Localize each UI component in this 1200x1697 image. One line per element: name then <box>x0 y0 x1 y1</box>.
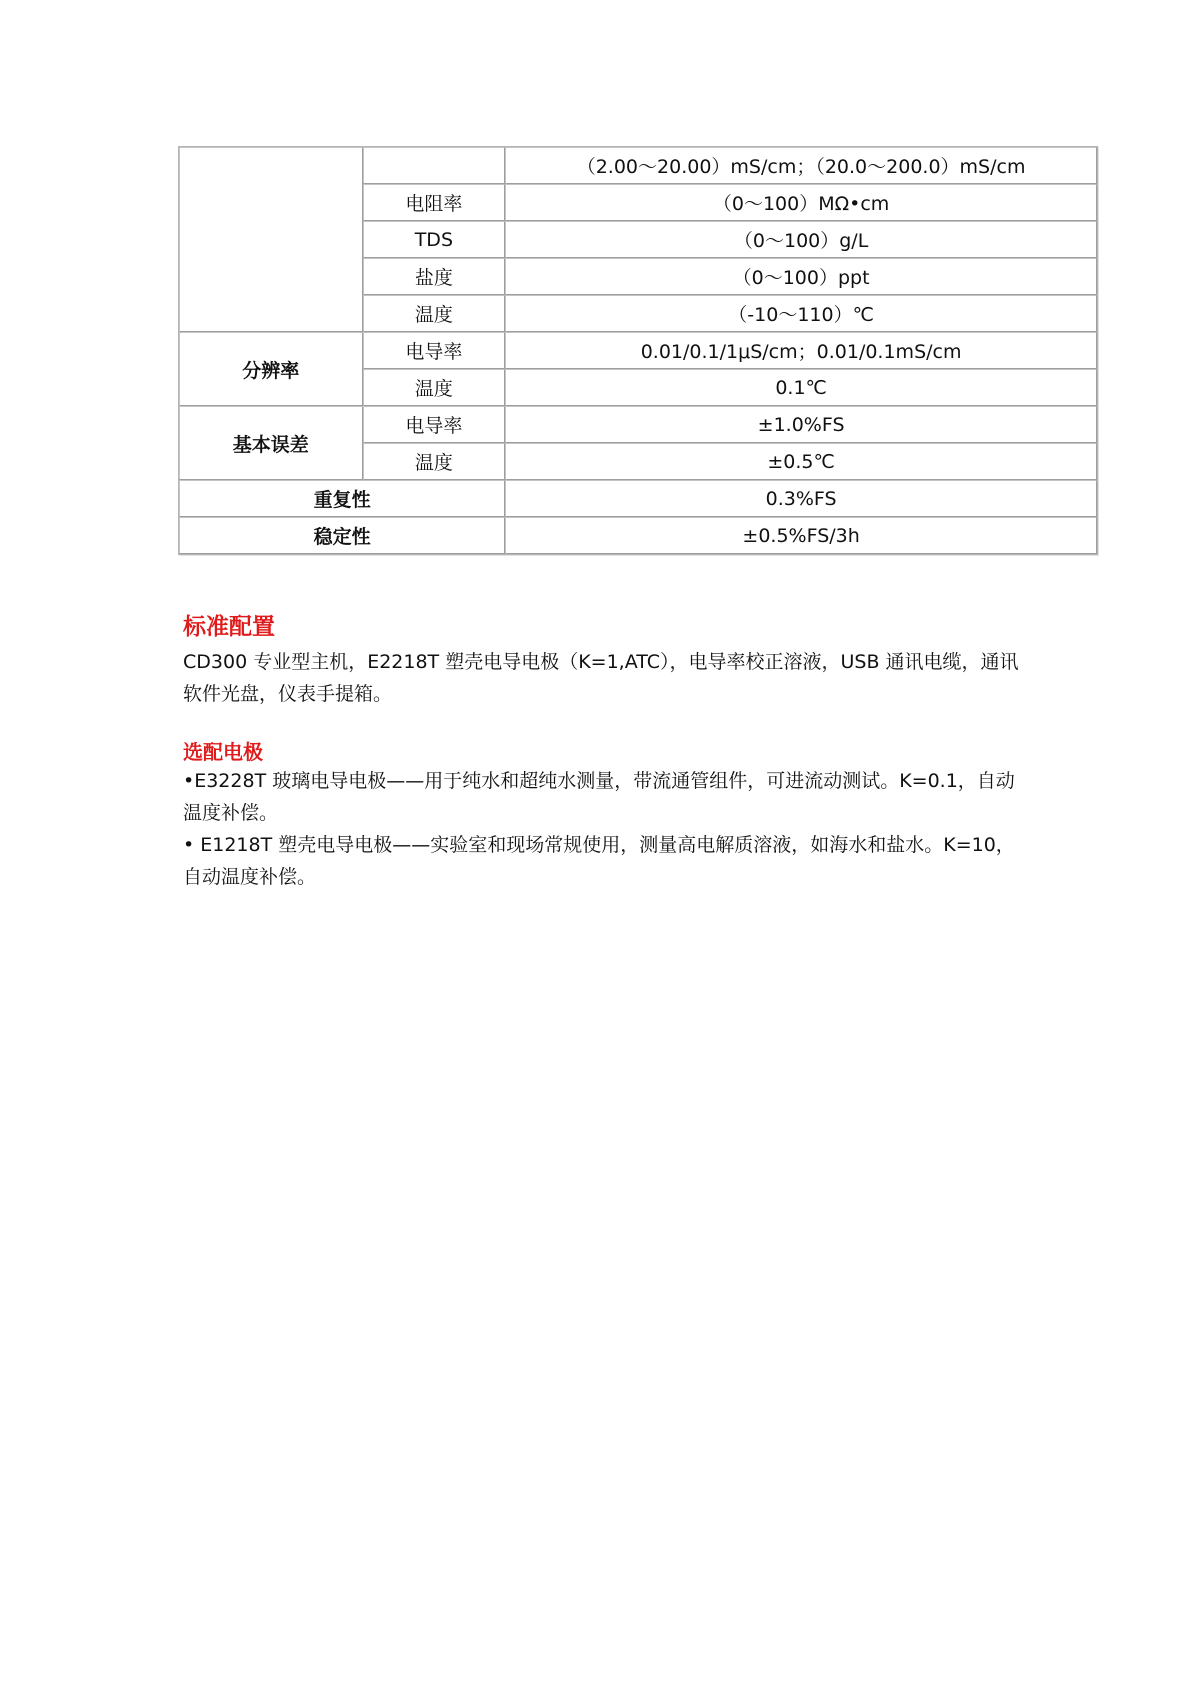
param-value-cell: ±0.5℃ <box>505 443 1097 480</box>
param-value-cell: 0.1℃ <box>505 369 1097 406</box>
param-name-cell: 电导率 <box>363 406 506 443</box>
optional-electrode-item: • E1218T 塑壳电导电极——实验室和现场常规使用，测量高电解质溶液，如海水和盐水。K=10，自动温度补偿。 <box>183 834 1015 888</box>
param-name-cell: 温度 <box>363 443 506 480</box>
stability-value: ±0.5%FS/3h <box>505 517 1097 554</box>
optional-electrodes-title: 选配电极 <box>183 740 263 764</box>
table-row <box>179 517 1097 554</box>
standard-config-text: CD300 专业型主机，E2218T 塑壳电导电极（K=1,ATC），电导率校正溶液，USB 通讯电缆，通讯软件光盘，仪表手提箱。 <box>183 651 1019 705</box>
optional-electrode-item: •E3228T 玻璃电导电极——用于纯水和超纯水测量，带流通管组件，可进流动测试。K=0.1，自动温度补偿。 <box>183 770 1015 824</box>
param-value-cell: （-10～110）℃ <box>505 295 1097 332</box>
resolution-label: 分辨率 <box>179 332 363 406</box>
param-name-cell: 电导率 <box>363 332 506 369</box>
param-value-cell: （0～100）g/L <box>505 221 1097 258</box>
repeatability-label: 重复性 <box>179 480 505 517</box>
range-label-cell <box>179 147 363 332</box>
repeatability-value: 0.3%FS <box>505 480 1097 517</box>
param-value-cell: （2.00～20.00）mS/cm；（20.0～200.0）mS/cm <box>505 147 1097 184</box>
table-row <box>179 147 1097 184</box>
table-row <box>179 332 1097 369</box>
param-value-cell: 0.01/0.1/1μS/cm；0.01/0.1mS/cm <box>505 332 1097 369</box>
table-row <box>179 480 1097 517</box>
specifications-table <box>178 146 1098 555</box>
param-name-cell: 电阻率 <box>363 184 506 221</box>
param-name-cell: 温度 <box>363 369 506 406</box>
param-name-cell: 温度 <box>363 295 506 332</box>
param-value-cell: ±1.0%FS <box>505 406 1097 443</box>
param-name-cell: TDS <box>363 221 506 258</box>
table-row <box>179 406 1097 443</box>
basic-error-label: 基本误差 <box>179 406 363 480</box>
param-name-cell: 盐度 <box>363 258 506 295</box>
param-value-cell: （0～100）ppt <box>505 258 1097 295</box>
standard-config-title: 标准配置 <box>183 614 275 640</box>
stability-label: 稳定性 <box>179 517 505 554</box>
param-value-cell: （0～100）MΩ•cm <box>505 184 1097 221</box>
param-name-cell <box>363 147 506 184</box>
